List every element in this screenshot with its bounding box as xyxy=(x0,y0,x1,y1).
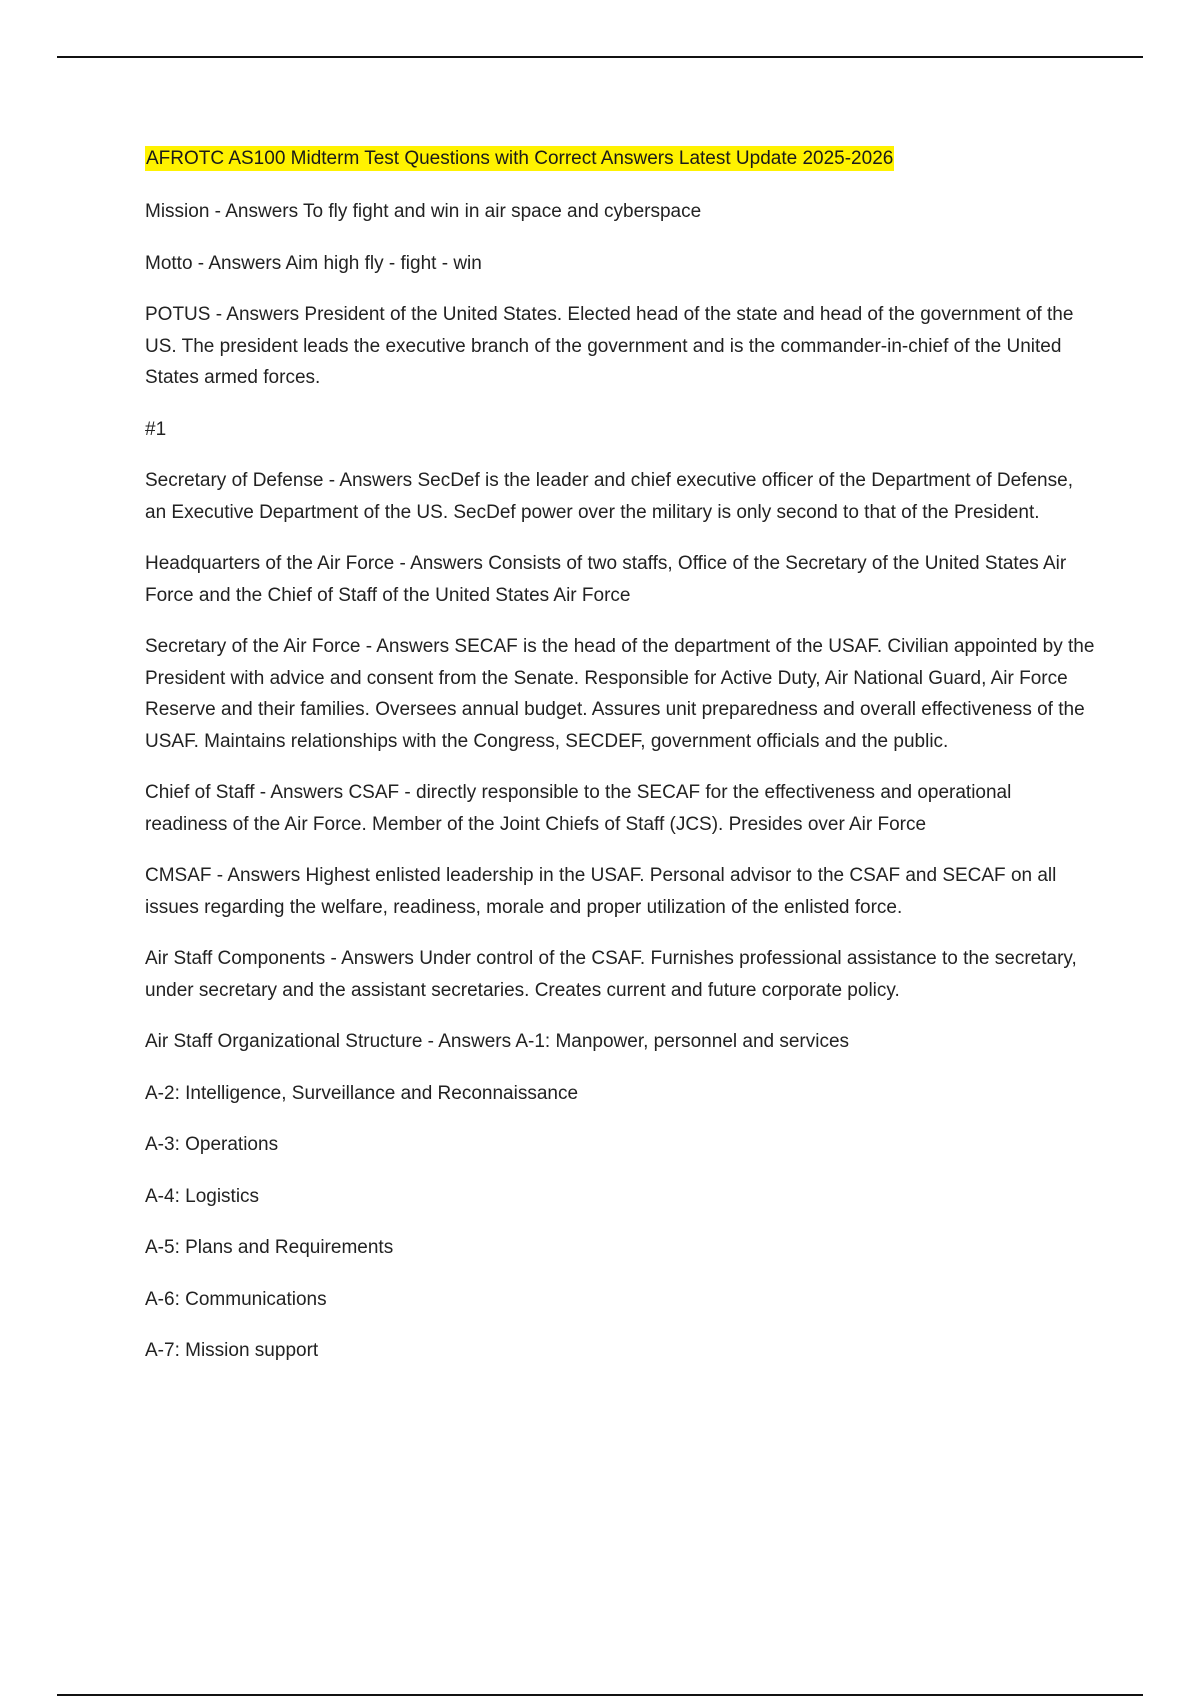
document-body xyxy=(145,143,1095,1387)
top-horizontal-rule xyxy=(57,56,1143,58)
paragraph-hq-air-force: Headquarters of the Air Force - Answers Consists of two staffs, Office of the Secretary of the United States Air Force and the Chief of Staff of the United States Air Force xyxy=(145,553,1067,606)
list-item-a4: A-4: Logistics xyxy=(145,1185,260,1207)
title-line xyxy=(145,143,1095,176)
list-item-a2: A-2: Intelligence, Surveillance and Reconnaissance xyxy=(145,1082,579,1104)
paragraph-secdef: Secretary of Defense - Answers SecDef is the leader and chief executive officer of the Department of Defense, an Executive Department of the US. SecDef power over the military is only second to that of the President. xyxy=(145,470,1073,523)
paragraph-cmsaf: CMSAF - Answers Highest enlisted leadership in the USAF. Personal advisor to the CSAF and SECAF on all issues regarding the welfare, readiness, morale and proper utilization of the enlisted force. xyxy=(145,865,1057,918)
paragraph-air-staff-components: Air Staff Components - Answers Under control of the CSAF. Furnishes professional assistance to the secretary, under secretary and the assistant secretaries. Creates current and future corporate policy. xyxy=(145,948,1077,1001)
paragraph-secaf: Secretary of the Air Force - Answers SECAF is the head of the department of the USAF. Civilian appointed by the President with advice and consent from the Senate. Responsible for Active Duty, Air National Guard, Air Force Reserve and their families. Oversees annual budget. Assures unit preparedness and overall effectiveness of the USAF. Maintains relationships with the Congress, SECDEF, government officials and the public. xyxy=(145,636,1095,752)
paragraph-air-staff-structure: Air Staff Organizational Structure - Answers A-1: Manpower, personnel and services xyxy=(145,1031,850,1052)
list-item-a3: A-3: Operations xyxy=(145,1134,279,1155)
list-item-a7: A-7: Mission support xyxy=(145,1340,319,1361)
paragraph-number-one: #1 xyxy=(145,418,167,440)
paragraph-motto: Motto - Answers Aim high fly - fight - win xyxy=(145,252,482,274)
document-title: AFROTC AS100 Midterm Test Questions with Correct Answers Latest Update 2025-2026 xyxy=(146,148,894,169)
list-item-a5: A-5: Plans and Requirements xyxy=(145,1237,394,1258)
paragraph-chief-of-staff: Chief of Staff - Answers CSAF - directly responsible to the SECAF for the effectiveness and operational readiness of the Air Force. Member of the Joint Chiefs of Staff (JCS). Presides over Air Force xyxy=(145,782,1012,835)
paragraph-potus: POTUS - Answers President of the United States. Elected head of the state and head of the government of the US. The president leads the executive branch of the government and is the commander-in-chief of the United States armed forces. xyxy=(145,304,1074,388)
list-item-a6: A-6: Communications xyxy=(145,1288,327,1310)
paragraph-mission: Mission - Answers To fly fight and win in air space and cyberspace xyxy=(145,201,702,222)
bottom-horizontal-rule xyxy=(57,1694,1143,1696)
